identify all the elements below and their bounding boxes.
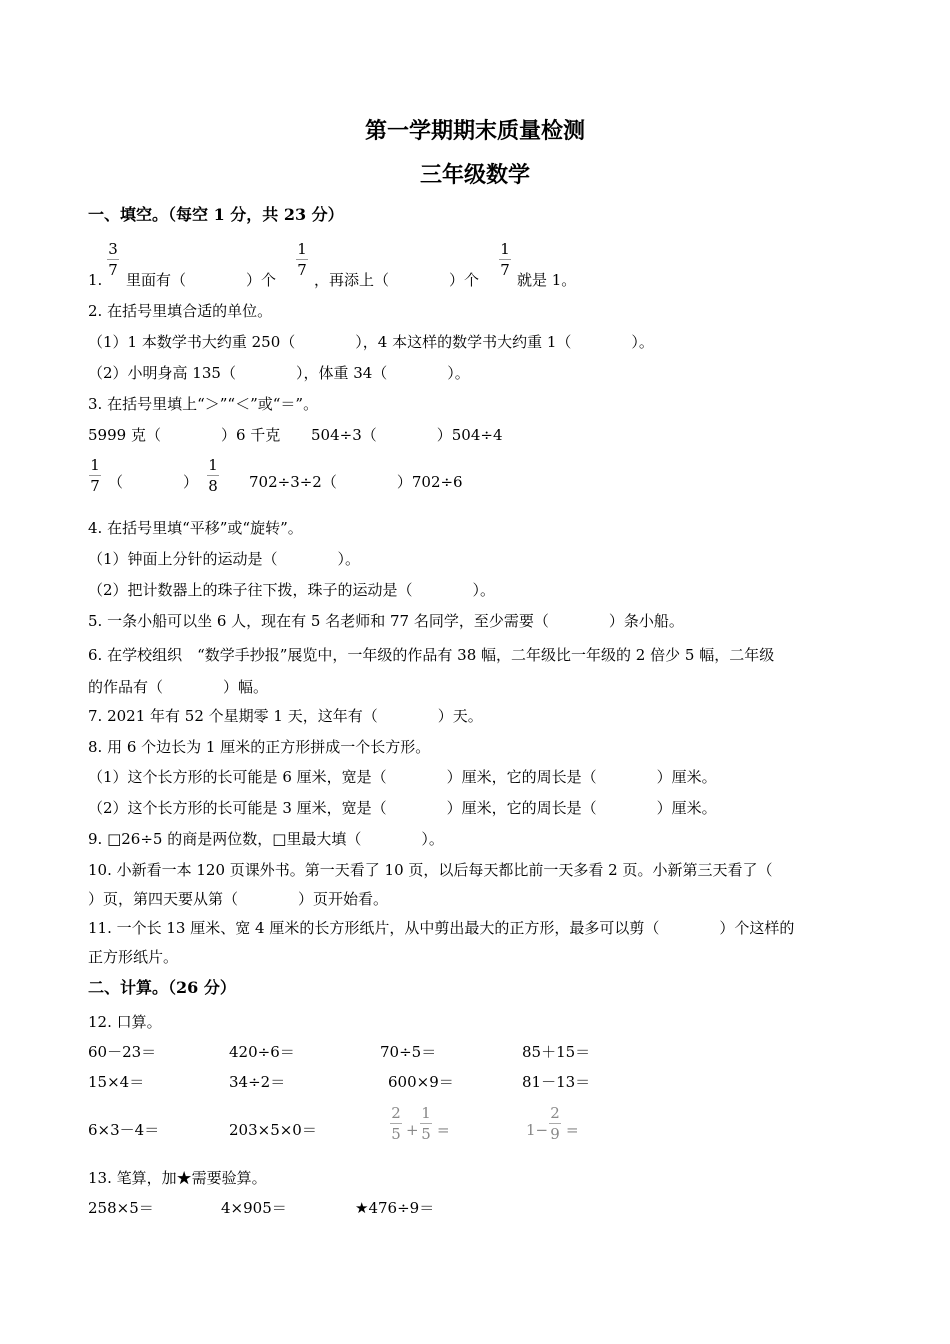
q3-compare-blank: （ ） [108, 473, 199, 491]
q3-compare-b: 504÷3（ ）504÷4 [311, 426, 503, 444]
q3-fraction-1-8: 1 8 [208, 456, 218, 495]
q13-item: 4×905＝ [221, 1199, 287, 1217]
q13-item: ★476÷9＝ [355, 1199, 435, 1217]
section-1-heading: 一、填空。（每空 1 分，共 23 分） [88, 205, 344, 224]
q3-compare-c: 702÷3÷2（ ）702÷6 [249, 473, 463, 491]
q12-item: 203×5×0＝ [229, 1121, 317, 1139]
q12-stem: 12. 口算。 [88, 1013, 162, 1031]
q13-stem: 13. 笔算，加★需要验算。 [88, 1169, 267, 1187]
page-title: 第一学期期末质量检测 [364, 118, 585, 144]
page-subtitle: 三年级数学 [419, 162, 530, 188]
q12-equals-sign: = [437, 1121, 450, 1139]
q1-fraction-1-7-b: 1 7 [500, 240, 510, 279]
q3-stem: 3. 在括号里填上“＞”“＜”或“＝”。 [88, 395, 319, 413]
q12-minuend: 1− [526, 1121, 549, 1139]
q3-compare-a: 5999 克（ ）6 千克 [88, 426, 281, 444]
q2-sub-2: （2）小明身高 135（ ），体重 34（ ）。 [88, 364, 470, 382]
q12-item: 81－13＝ [522, 1073, 591, 1091]
q12-item: 85＋15＝ [522, 1043, 591, 1061]
q1-text-2: ，再添上（ ）个 [314, 271, 480, 289]
q8-stem: 8. 用 6 个边长为 1 厘米的正方形拼成一个长方形。 [88, 738, 431, 756]
q6-line-1: 6. 在学校组织 “数学手抄报”展览中，一年级的作品有 38 幅，二年级比一年级的 2 倍少 5 幅，二年级 [88, 646, 775, 664]
q4-sub-1: （1）钟面上分针的运动是（ ）。 [88, 550, 361, 568]
q4-sub-2: （2）把计数器上的珠子往下拨，珠子的运动是（ ）。 [88, 581, 496, 599]
q10-line-1: 10. 小新看一本 120 页课外书。第一天看了 10 页，以后每天都比前一天多看 2 页。小新第三天看了（ [88, 861, 773, 879]
q2-sub-1: （1）1 本数学书大约重 250（ ），4 本这样的数学书大约重 1（ ）。 [88, 333, 654, 351]
q13-item: 258×5＝ [88, 1199, 154, 1217]
q11-line-2: 正方形纸片。 [88, 948, 179, 966]
q12-plus-sign: + [406, 1121, 419, 1139]
q8-sub-1: （1）这个长方形的长可能是 6 厘米，宽是（ ）厘米，它的周长是（ ）厘米。 [88, 768, 717, 786]
q12-item: 420÷6＝ [229, 1043, 295, 1061]
q1-number: 1. [88, 271, 103, 289]
q8-sub-2: （2）这个长方形的长可能是 3 厘米，宽是（ ）厘米，它的周长是（ ）厘米。 [88, 799, 717, 817]
q1-text-3: 就是 1。 [517, 271, 577, 289]
q12-item: 15×4＝ [88, 1073, 145, 1091]
q9-text: 9. □26÷5 的商是两位数，□里最大填（ ）。 [88, 830, 444, 848]
q10-line-2: ）页，第四天要从第（ ）页开始看。 [88, 890, 389, 908]
q3-fraction-1-7: 1 7 [90, 456, 100, 495]
q1-fraction-1-7-a: 1 7 [297, 240, 307, 279]
section-2-heading: 二、计算。（26 分） [88, 978, 236, 997]
q12-item: 60－23＝ [88, 1043, 157, 1061]
q5-text: 5. 一条小船可以坐 6 人，现在有 5 名老师和 77 名同学，至少需要（ ）条小船。 [88, 612, 684, 630]
q7-text: 7. 2021 年有 52 个星期零 1 天，这年有（ ）天。 [88, 707, 483, 725]
q6-line-2: 的作品有（ ）幅。 [88, 678, 269, 696]
q12-item: 34÷2＝ [229, 1073, 286, 1091]
q12-item: 6×3－4＝ [88, 1121, 160, 1139]
q12-item: 70÷5＝ [380, 1043, 437, 1061]
q11-line-1: 11. 一个长 13 厘米、宽 4 厘米的长方形纸片，从中剪出最大的正方形，最多可以剪（ ）个这样的 [88, 919, 795, 937]
q12-fraction-1-5: 1 5 [421, 1104, 431, 1143]
q2-stem: 2. 在括号里填合适的单位。 [88, 302, 273, 320]
q1-text-1: 里面有（ ）个 [126, 271, 277, 289]
q12-fraction-2-5: 2 5 [391, 1104, 401, 1143]
q12-equals-sign-2: = [566, 1121, 579, 1139]
q12-item: 600×9＝ [388, 1073, 454, 1091]
q1-fraction-3-7: 3 7 [108, 240, 118, 279]
q4-stem: 4. 在括号里填“平移”或“旋转”。 [88, 519, 303, 537]
q12-fraction-2-9: 2 9 [550, 1104, 560, 1143]
